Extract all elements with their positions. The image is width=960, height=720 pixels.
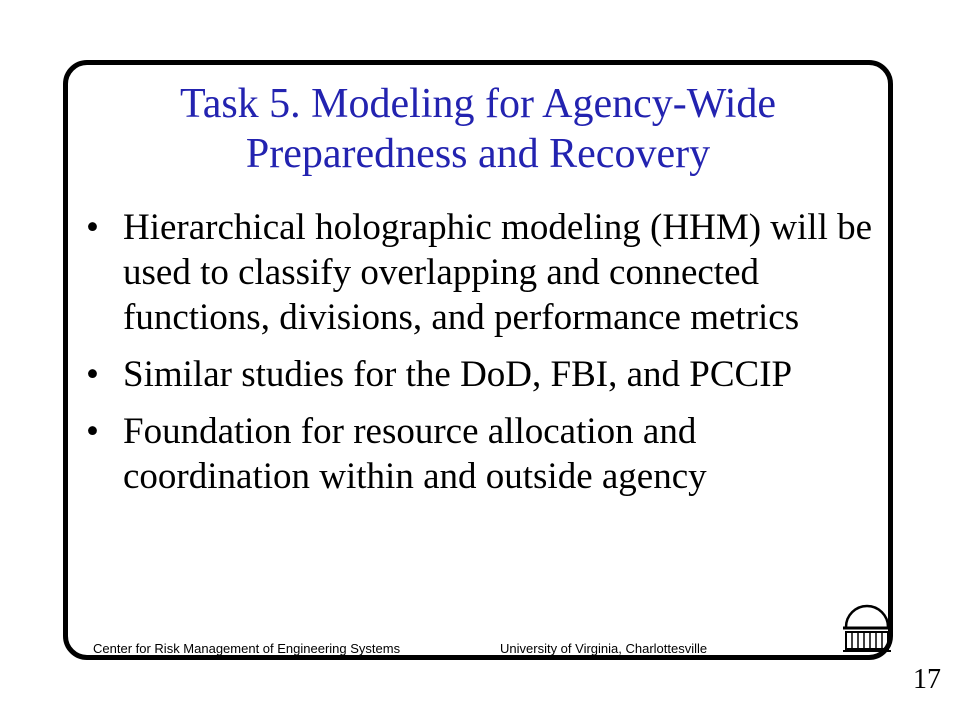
bullet-item	[86, 409, 876, 499]
bullet-text: Similar studies for the DoD, FBI, and PCCIP	[123, 354, 793, 395]
slide-title: Task 5. Modeling for Agency-Wide Preparedness and Recovery	[179, 81, 777, 177]
bullet-icon: •	[86, 354, 99, 395]
bullet-text: Foundation for resource allocation and coordination within and outside agency	[123, 411, 707, 497]
bullet-icon: •	[86, 207, 99, 248]
bullet-item	[86, 352, 876, 397]
footer-university: University of Virginia, Charlottesville	[500, 641, 708, 656]
bullet-icon: •	[86, 411, 99, 452]
slide-frame	[63, 60, 893, 660]
page-number: 17	[913, 664, 941, 695]
footer-organization: Center for Risk Management of Engineering Systems	[93, 641, 401, 656]
bullet-list	[86, 205, 876, 511]
bullet-text: Hierarchical holographic modeling (HHM) will be used to classify overlapping and connected functions, divisions, and performance metrics	[123, 207, 873, 338]
rotunda-icon	[840, 601, 894, 653]
bullet-item	[86, 205, 876, 340]
